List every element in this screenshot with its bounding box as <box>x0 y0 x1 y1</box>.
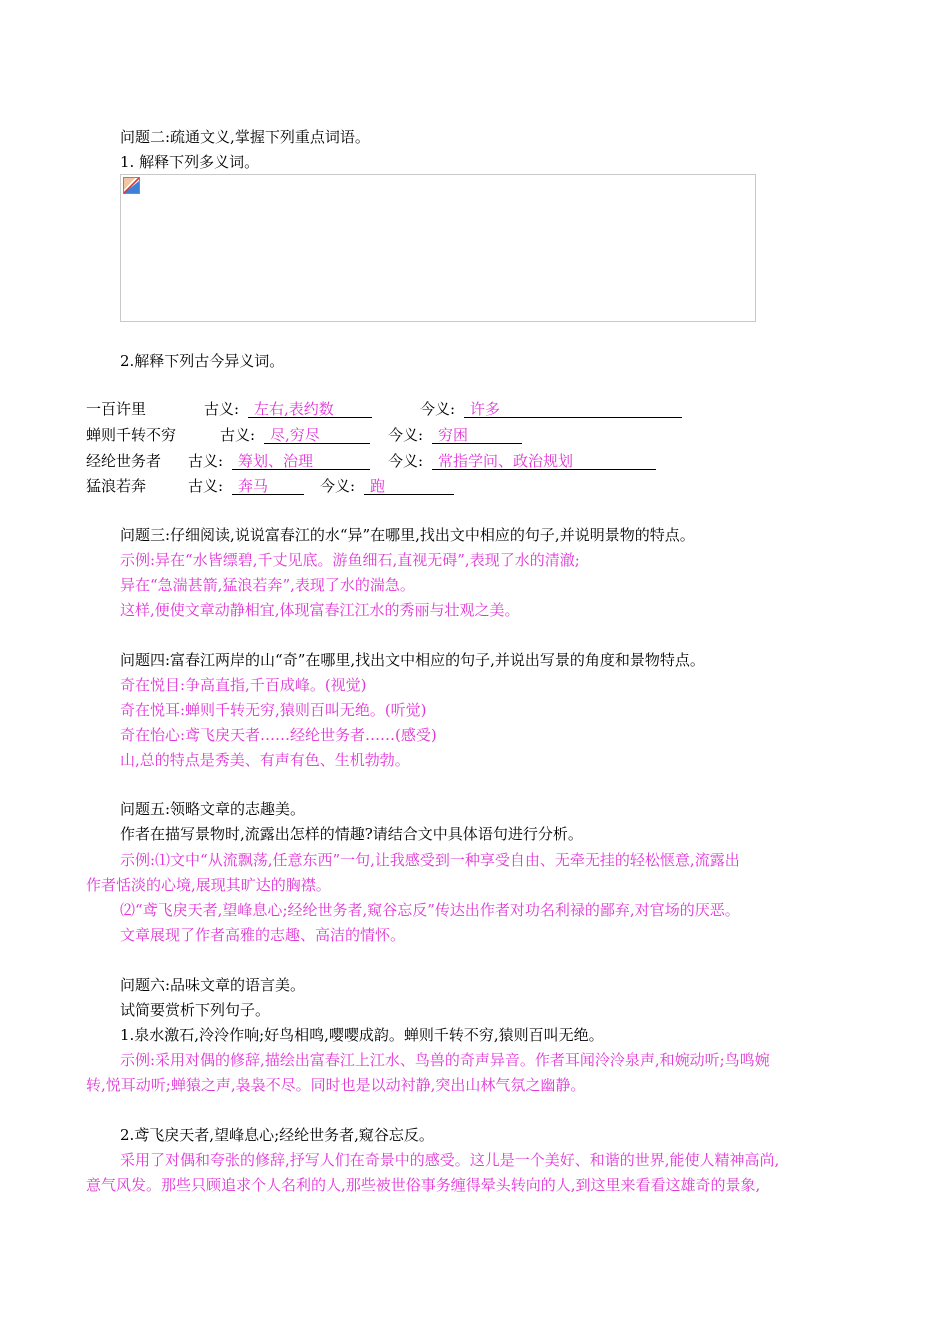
q5-ask: 作者在描写景物时,流露出怎样的情趣?请结合文中具体语句进行分析。 <box>120 825 583 843</box>
q4-answer: 奇在怡心:鸢飞戾天者……经纶世务者……(感受) <box>120 726 437 744</box>
q5-answer: ⑵“鸢飞戾天者,望峰息心;经纶世务者,窥谷忘反”传达出作者对功名利禄的鄙弃,对官场的厌恶。 <box>120 901 740 919</box>
new-meaning: 常指学问、政治规划 <box>432 450 656 470</box>
q6-title: 问题六:品味文章的语言美。 <box>120 976 306 994</box>
new-meaning: 许多 <box>464 398 682 418</box>
q6-sentence: 2.鸢飞戾天者,望峰息心;经纶世务者,窥谷忘反。 <box>120 1126 434 1144</box>
vocab-word: 蝉则千转不穷 <box>86 426 177 444</box>
vocab-word: 一百许里 <box>86 400 147 418</box>
q2-item2: 2.解释下列古今异义词。 <box>120 352 285 370</box>
q5-answer: 文章展现了作者高雅的志趣、高洁的情怀。 <box>120 926 406 944</box>
old-meaning: 左右,表约数 <box>248 398 372 418</box>
old-meaning: 奔马 <box>232 475 304 495</box>
vocab-row <box>86 424 786 446</box>
image-placeholder <box>120 174 756 322</box>
vocab-row <box>86 475 786 497</box>
q4-answer: 奇在悦耳:蝉则千转无穷,猿则百叫无绝。(听觉) <box>120 701 427 719</box>
q6-ask: 试简要赏析下列句子。 <box>120 1001 271 1019</box>
new-meaning-label: 今义: <box>388 426 424 444</box>
q4-answer: 山,总的特点是秀美、有声有色、生机勃勃。 <box>120 751 410 769</box>
broken-image-icon <box>123 177 140 194</box>
old-meaning-label: 古义: <box>220 426 256 444</box>
new-meaning: 穷困 <box>432 424 522 444</box>
vocab-word: 猛浪若奔 <box>86 477 147 495</box>
q4-title: 问题四:富春江两岸的山“奇”在哪里,找出文中相应的句子,并说出写景的角度和景物特点。 <box>120 651 705 669</box>
new-meaning-label: 今义: <box>388 452 424 470</box>
q4-answer: 奇在悦目:争高直指,千百成峰。(视觉) <box>120 676 367 694</box>
new-meaning-label: 今义: <box>420 400 456 418</box>
vocab-row <box>86 398 786 420</box>
q3-title: 问题三:仔细阅读,说说富春江的水“异”在哪里,找出文中相应的句子,并说明景物的特点。 <box>120 526 695 544</box>
q6-answer: 示例:采用对偶的修辞,描绘出富春江上江水、鸟兽的奇声异音。作者耳闻泠泠泉声,和婉动听;鸟鸣婉 <box>120 1051 770 1069</box>
old-meaning-label: 古义: <box>188 477 224 495</box>
vocab-word: 经纶世务者 <box>86 452 162 470</box>
old-meaning: 筹划、治理 <box>232 450 370 470</box>
q5-answer: 示例:⑴文中“从流飘荡,任意东西”一句,让我感受到一种享受自由、无牵无挂的轻松惬意,流露出 <box>120 851 740 869</box>
q6-sentence: 1.泉水激石,泠泠作响;好鸟相鸣,嘤嘤成韵。蝉则千转不穷,猿则百叫无绝。 <box>120 1026 604 1044</box>
q3-answer: 这样,便使文章动静相宜,体现富春江江水的秀丽与壮观之美。 <box>120 601 520 619</box>
q3-answer: 异在“急湍甚箭,猛浪若奔”,表现了水的湍急。 <box>120 576 415 594</box>
q2-title: 问题二:疏通文义,掌握下列重点词语。 <box>120 128 370 146</box>
q6-answer: 采用了对偶和夸张的修辞,抒写人们在奇景中的感受。这儿是一个美好、和谐的世界,能使人精神高尚, <box>120 1151 780 1169</box>
q3-answer: 示例:异在“水皆缥碧,千丈见底。游鱼细石,直视无碍”,表现了水的清澈; <box>120 551 580 569</box>
q6-answer: 意气风发。那些只顾追求个人名利的人,那些被世俗事务缠得晕头转向的人,到这里来看看这雄奇的景象, <box>86 1176 761 1194</box>
new-meaning: 跑 <box>364 475 454 495</box>
new-meaning-label: 今义: <box>320 477 356 495</box>
q5-answer: 作者恬淡的心境,展现其旷达的胸襟。 <box>86 876 331 894</box>
vocab-row <box>86 450 786 472</box>
q6-answer: 转,悦耳动听;蝉猿之声,袅袅不尽。同时也是以动衬静,突出山林气氛之幽静。 <box>86 1076 586 1094</box>
old-meaning-label: 古义: <box>204 400 240 418</box>
q5-title: 问题五:领略文章的志趣美。 <box>120 800 306 818</box>
old-meaning: 尽,穷尽 <box>264 424 370 444</box>
q2-item1: 1. 解释下列多义词。 <box>120 153 260 171</box>
old-meaning-label: 古义: <box>188 452 224 470</box>
